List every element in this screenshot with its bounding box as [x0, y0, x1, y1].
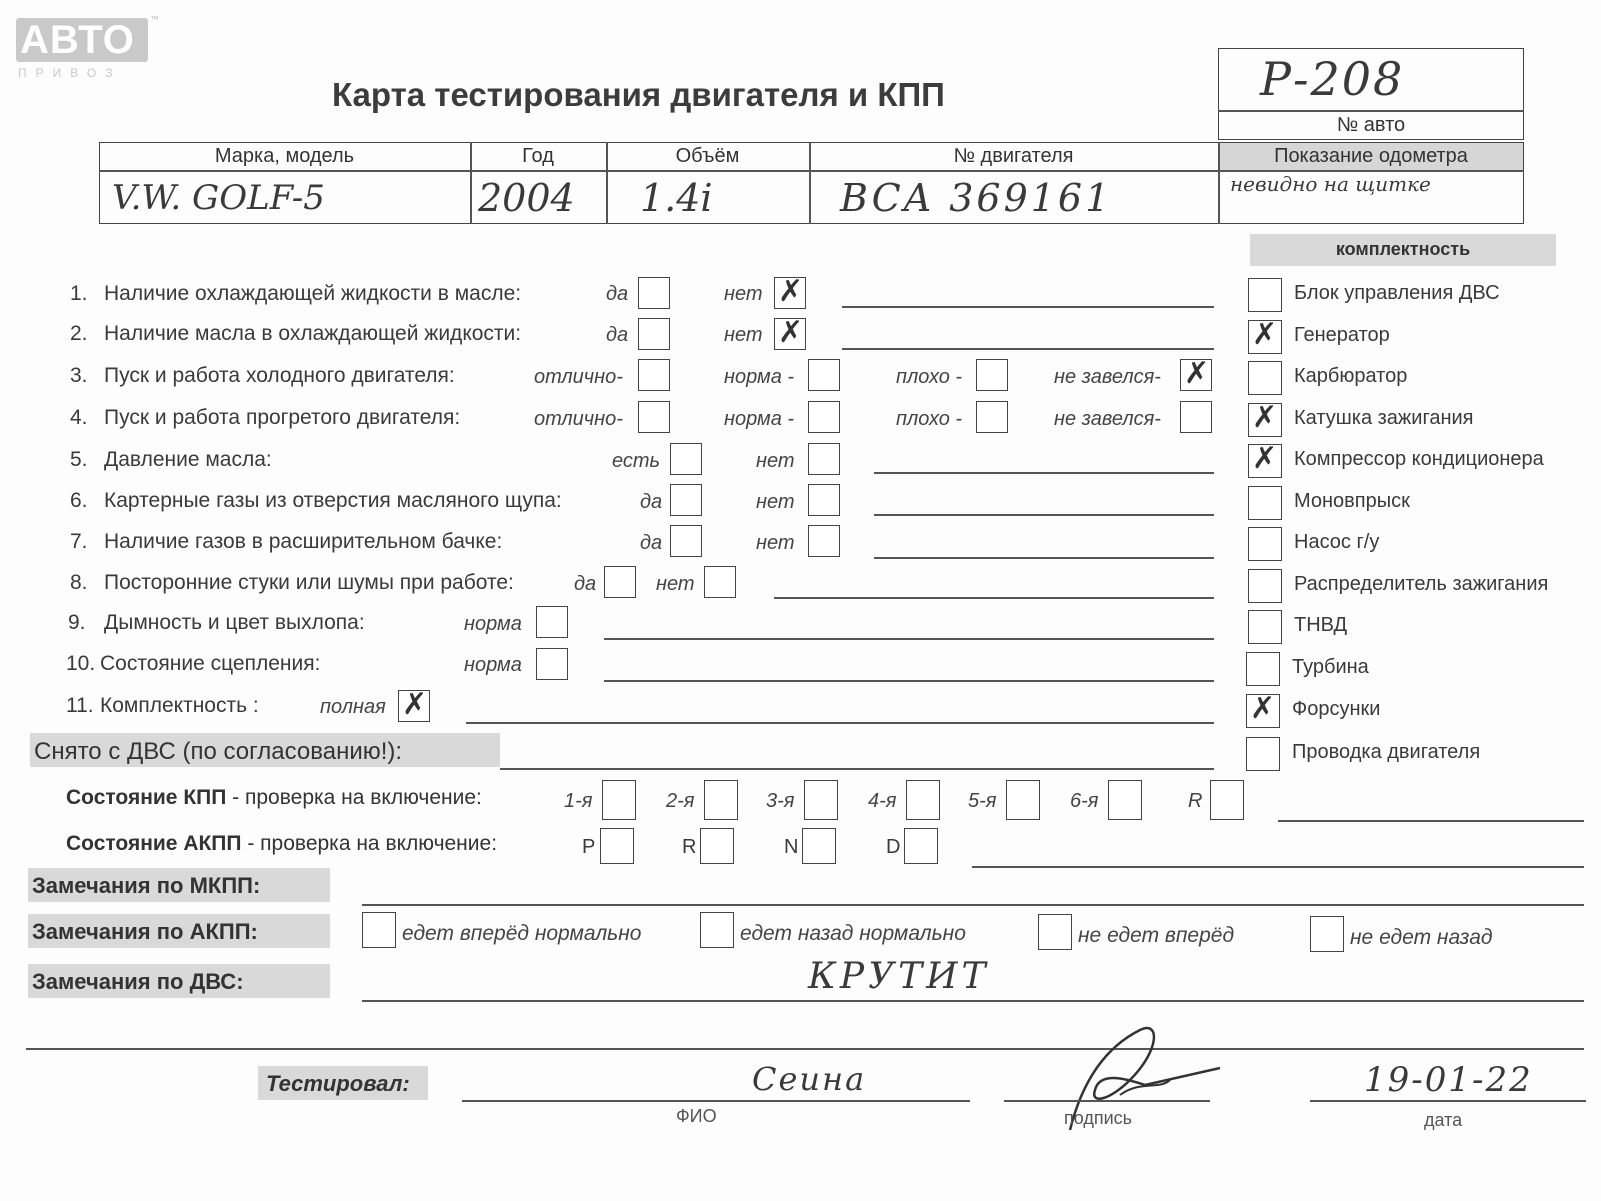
q6-net-checkbox[interactable]: [808, 484, 840, 516]
kit-item-checkbox[interactable]: [1248, 320, 1282, 354]
kpp-gear-label: 2-я: [666, 790, 695, 812]
kit-item-checkbox[interactable]: [1248, 486, 1282, 520]
akpp-label-rest: - проверка на включение:: [241, 832, 498, 855]
q7-da-label: да: [640, 532, 663, 554]
q3-number: 3.: [70, 364, 88, 387]
akpp-back-ok-checkbox[interactable]: [700, 912, 734, 948]
q7-number: 7.: [70, 530, 88, 553]
q1-da-label: да: [606, 283, 629, 305]
q4-ne-zavelsya-label: не завелся-: [1054, 408, 1161, 430]
car-number-value: Р-208: [1260, 52, 1405, 106]
kit-item-checkbox[interactable]: [1246, 652, 1280, 686]
removed-label: Снято с ДВС (по согласованию!):: [34, 738, 403, 765]
kit-item-checkbox[interactable]: [1248, 569, 1282, 603]
q10-norma-label: норма: [464, 654, 522, 676]
q3-ploho-checkbox[interactable]: [976, 359, 1008, 391]
q2-net-checkbox[interactable]: [774, 318, 806, 350]
kpp-gear-checkbox[interactable]: [602, 780, 636, 820]
kpp-label-rest: - проверка на включение:: [226, 786, 482, 809]
logo-subtitle: ПРИВОЗ: [18, 66, 122, 80]
kpp-gear-label: R: [1188, 790, 1203, 812]
q6-text: Картерные газы из отверстия масляного щупа:: [104, 489, 562, 512]
kit-item-checkbox[interactable]: [1246, 737, 1280, 771]
value-engine-no: BCA 369161: [840, 176, 1113, 220]
kit-item-checkbox[interactable]: [1248, 278, 1282, 312]
q7-net-label: нет: [756, 532, 795, 554]
q4-otlichno-checkbox[interactable]: [638, 401, 670, 433]
q1-number: 1.: [70, 282, 88, 305]
q1-da-checkbox[interactable]: [638, 277, 670, 309]
remarks-mkpp-label: Замечания по МКПП:: [32, 873, 261, 898]
akpp-gear-label: R: [682, 836, 697, 858]
q5-number: 5.: [70, 448, 88, 471]
header-odometer: Показание одометра: [1274, 145, 1468, 167]
akpp-no-forward-label: не едет вперёд: [1078, 924, 1235, 947]
q3-ploho-label: плохо -: [896, 366, 963, 388]
q2-number: 2.: [70, 322, 88, 345]
q8-net-label: нет: [656, 573, 695, 595]
q3-otlichno-checkbox[interactable]: [638, 359, 670, 391]
q7-text: Наличие газов в расширительном бачке:: [104, 530, 503, 553]
kit-item-label: Насос г/у: [1294, 531, 1380, 553]
date-value: 19-01-22: [1364, 1060, 1533, 1100]
q7-da-checkbox[interactable]: [670, 525, 702, 557]
kpp-gear-label: 5-я: [968, 790, 997, 812]
q9-text: Дымность и цвет выхлопа:: [104, 611, 365, 634]
kpp-gear-checkbox[interactable]: [704, 780, 738, 820]
akpp-gear-label: D: [886, 836, 901, 858]
q2-da-checkbox[interactable]: [638, 318, 670, 350]
kit-item-label: Турбина: [1292, 656, 1369, 678]
q11-number: 11.: [66, 694, 94, 717]
kpp-gear-checkbox[interactable]: [906, 780, 940, 820]
akpp-forward-ok-checkbox[interactable]: [362, 912, 396, 948]
header-volume: Объём: [675, 145, 740, 167]
q10-norma-checkbox[interactable]: [536, 648, 568, 680]
q11-text: Комплектность :: [100, 694, 259, 717]
q8-text: Посторонние стуки или шумы при работе:: [104, 571, 514, 594]
q4-text: Пуск и работа прогретого двигателя:: [104, 406, 461, 429]
q3-otlichno-label: отлично-: [534, 366, 623, 388]
kit-item-checkbox[interactable]: [1248, 403, 1282, 437]
remarks-dvs-label: Замечания по ДВС:: [32, 969, 244, 994]
value-model: V.W. GOLF-5: [112, 178, 325, 218]
fio-label: ФИО: [676, 1106, 717, 1126]
akpp-no-forward-checkbox[interactable]: [1038, 914, 1072, 950]
akpp-gear-checkbox[interactable]: [700, 828, 734, 864]
q10-number: 10.: [66, 652, 96, 675]
q4-norma-checkbox[interactable]: [808, 401, 840, 433]
kit-item-label: Блок управления ДВС: [1294, 282, 1500, 304]
kpp-gear-checkbox[interactable]: [1006, 780, 1040, 820]
kpp-label: [66, 786, 482, 810]
akpp-label: [66, 832, 497, 856]
q11-polnaya-label: полная: [320, 696, 386, 718]
q5-net-checkbox[interactable]: [808, 443, 840, 475]
kpp-label-bold: Состояние КПП: [66, 786, 227, 809]
q4-ne-zavelsya-checkbox[interactable]: [1180, 401, 1212, 433]
kit-item-checkbox[interactable]: [1246, 694, 1280, 728]
q9-number: 9.: [68, 611, 86, 634]
q3-ne-zavelsya-label: не завелся-: [1054, 366, 1161, 388]
kit-item-checkbox[interactable]: [1248, 444, 1282, 478]
kit-item-label: Катушка зажигания: [1294, 407, 1474, 429]
q2-da-label: да: [606, 324, 629, 346]
kpp-gear-checkbox[interactable]: [1108, 780, 1142, 820]
q4-number: 4.: [70, 406, 88, 429]
value-volume: 1.4i: [640, 176, 713, 220]
kpp-gear-label: 1-я: [564, 790, 593, 812]
q5-net-label: нет: [756, 450, 795, 472]
akpp-no-back-label: не едет назад: [1350, 926, 1493, 949]
q4-ploho-label: плохо -: [896, 408, 963, 430]
q8-da-label: да: [574, 573, 597, 595]
akpp-back-ok-label: едет назад нормально: [740, 922, 966, 945]
data-label: дата: [1424, 1110, 1463, 1130]
q6-da-checkbox[interactable]: [670, 484, 702, 516]
akpp-gear-checkbox[interactable]: [802, 828, 836, 864]
q4-ploho-checkbox[interactable]: [976, 401, 1008, 433]
q1-text: Наличие охлаждающей жидкости в масле:: [104, 282, 522, 305]
q9-norma-label: норма: [464, 613, 522, 635]
tested-name-value: Сеина: [752, 1060, 867, 1098]
q4-norma-label: норма -: [724, 408, 795, 430]
q5-est-label: есть: [612, 450, 661, 472]
q6-net-label: нет: [756, 491, 795, 513]
kit-item-label: Компрессор кондиционера: [1294, 448, 1544, 470]
value-odometer: невидно на щитке: [1230, 172, 1431, 196]
kit-item-checkbox[interactable]: [1248, 610, 1282, 644]
q8-net-checkbox[interactable]: [704, 566, 736, 598]
kit-item-label: Моновпрыск: [1294, 490, 1410, 512]
q6-da-label: да: [640, 491, 663, 513]
q3-norma-checkbox[interactable]: [808, 359, 840, 391]
kpp-gear-label: 4-я: [868, 790, 897, 812]
kit-item-label: Генератор: [1294, 324, 1390, 346]
kit-item-checkbox[interactable]: [1248, 361, 1282, 395]
remarks-dvs-value: КРУТИТ: [808, 956, 990, 997]
kpp-gear-checkbox[interactable]: [804, 780, 838, 820]
akpp-gear-checkbox[interactable]: [904, 828, 938, 864]
q6-number: 6.: [70, 489, 88, 512]
q8-da-checkbox[interactable]: [604, 566, 636, 598]
q3-text: Пуск и работа холодного двигателя:: [104, 364, 455, 387]
kit-title: комплектность: [1335, 239, 1471, 259]
kit-item-checkbox[interactable]: [1248, 527, 1282, 561]
q5-est-checkbox[interactable]: [670, 443, 702, 475]
tested-by-label: Тестировал:: [266, 1071, 410, 1096]
podpis-label: подпись: [1064, 1108, 1133, 1128]
akpp-forward-ok-label: едет вперёд нормально: [402, 922, 642, 945]
kit-item-label: Форсунки: [1292, 698, 1381, 720]
kpp-gear-label: 3-я: [766, 790, 795, 812]
trademark-mark: ™: [150, 14, 159, 24]
q1-net-label: нет: [724, 283, 763, 305]
akpp-gear-checkbox[interactable]: [600, 828, 634, 864]
akpp-label-bold: Состояние АКПП: [66, 832, 242, 855]
q4-otlichno-label: отлично-: [534, 408, 623, 430]
header-model: Марка, модель: [214, 145, 355, 167]
akpp-gear-label: P: [582, 836, 596, 858]
q11-polnaya-checkbox[interactable]: [398, 690, 430, 722]
header-engine-no: № двигателя: [953, 145, 1074, 167]
logo-text: АВТО: [20, 18, 135, 62]
kit-item-label: ТНВД: [1294, 614, 1348, 636]
kit-item-label: Проводка двигателя: [1292, 741, 1481, 763]
q7-net-checkbox[interactable]: [808, 525, 840, 557]
akpp-no-back-checkbox[interactable]: [1310, 916, 1344, 952]
akpp-gear-label: N: [784, 836, 799, 858]
q9-norma-checkbox[interactable]: [536, 606, 568, 638]
document-title: Карта тестирования двигателя и КПП: [332, 76, 945, 113]
q8-number: 8.: [70, 571, 88, 594]
remarks-akpp-label: Замечания по АКПП:: [32, 919, 258, 944]
q1-net-checkbox[interactable]: [774, 277, 806, 309]
kit-item-label: Распределитель зажигания: [1294, 573, 1549, 595]
kit-item-label: Карбюратор: [1294, 365, 1408, 387]
kpp-gear-checkbox[interactable]: [1210, 780, 1244, 820]
q10-text: Состояние сцепления:: [100, 652, 321, 675]
value-year: 2004: [478, 176, 575, 220]
kpp-gear-label: 6-я: [1070, 790, 1099, 812]
q3-norma-label: норма -: [724, 366, 795, 388]
header-year: Год: [522, 145, 554, 167]
q3-ne-zavelsya-checkbox[interactable]: [1180, 359, 1212, 391]
q5-text: Давление масла:: [104, 448, 272, 471]
q2-text: Наличие масла в охлаждающей жидкости:: [104, 322, 522, 345]
car-number-label: № авто: [1336, 114, 1406, 136]
q2-net-label: нет: [724, 324, 763, 346]
